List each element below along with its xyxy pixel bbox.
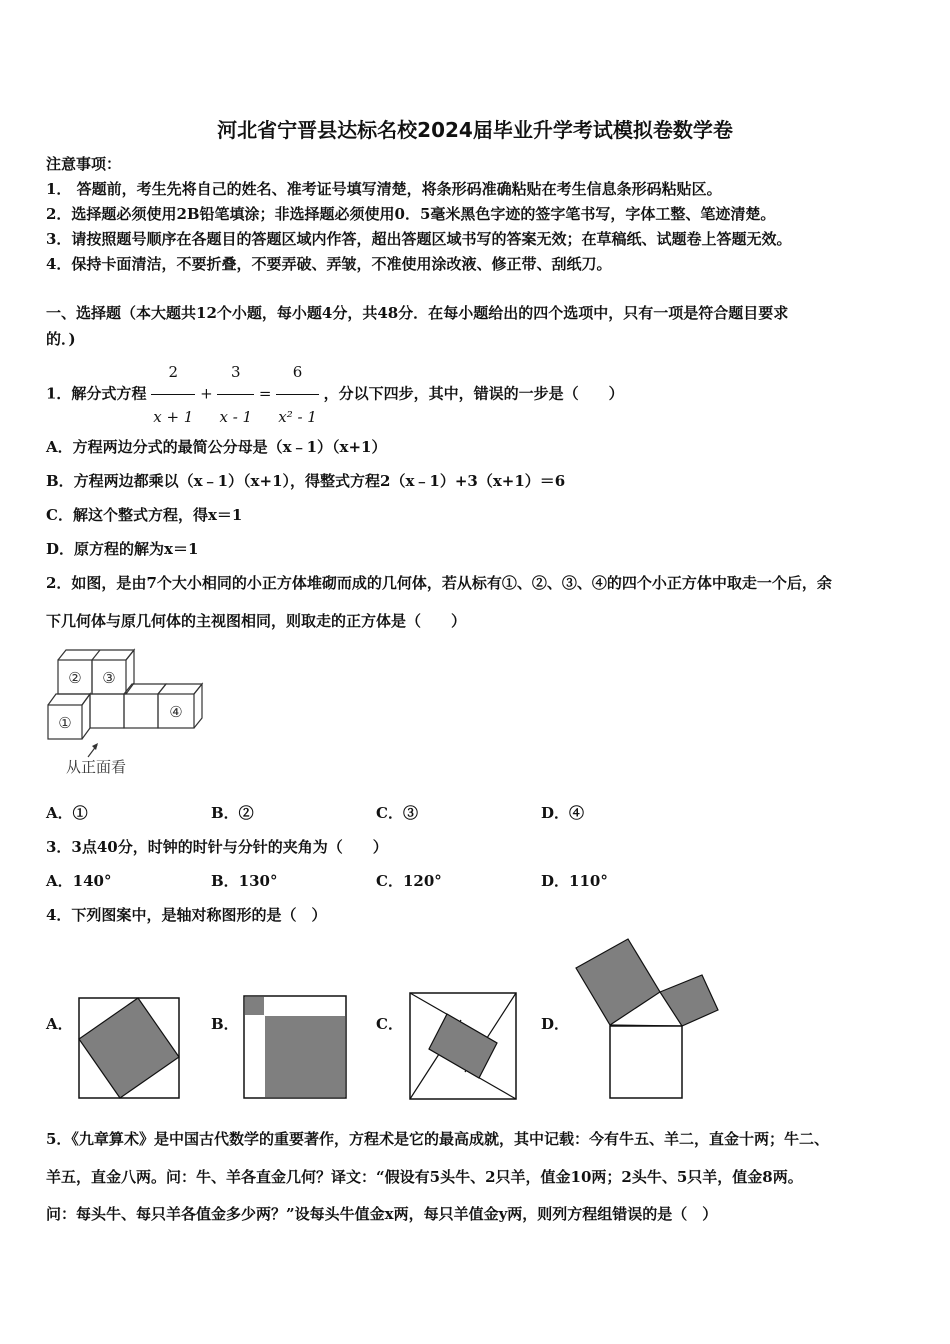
notice-item: 2．选择题必须使用2B铅笔填涂；非选择题必须使用0．5毫米黑色字迹的签字笔书写，字体工整、笔迹清楚。 <box>46 205 776 223</box>
question-5-line3: 问：每头牛、每只羊各值金多少两？”设每头牛值金x两，每只羊值金y两，则列方程组错误的是（ ） <box>46 1205 718 1223</box>
question-5-line1: 5．《九章算术》是中国古代数学的重要著作，方程术是它的最高成就，其中记载：今有牛五、羊二，直金十两；牛二、 <box>46 1130 829 1148</box>
equals-sign: = <box>258 384 272 403</box>
fraction-2 <box>217 350 254 439</box>
q1-suffix: ，分以下四步，其中，错误的一步是（ ） <box>323 384 624 403</box>
q3-option-c: C．120° <box>376 872 442 890</box>
q4-option-b: B． <box>211 1015 239 1033</box>
plus-sign: + <box>200 384 213 403</box>
section-heading: 一、选择题（本大题共12个小题，每小题4分，共48分．在每小题给出的四个选项中，只有一项是符合题目要求 <box>46 304 789 322</box>
q2-option-b: B．② <box>211 804 254 822</box>
q1-option-d: D．原方程的解为x＝1 <box>46 540 199 558</box>
page-title: 河北省宁晋县达标名校2024届毕业升学考试模拟卷数学卷 <box>217 118 733 142</box>
cube-label-2: ② <box>68 669 82 687</box>
q2-option-a: A．① <box>46 804 88 822</box>
q2-option-c: C．③ <box>376 804 418 822</box>
denominator: x² - 1 <box>276 394 319 439</box>
notice-item: 4．保持卡面清洁，不要折叠，不要弄破、弄皱，不准使用涂改液、修正带、刮纸刀。 <box>46 255 612 273</box>
pattern-a-figure <box>78 997 180 1099</box>
numerator: 2 <box>168 363 179 381</box>
q4-option-d: D． <box>541 1015 570 1033</box>
cube-label-1: ① <box>58 714 72 732</box>
pattern-c-figure <box>409 992 517 1100</box>
cube-stack-figure <box>40 645 215 780</box>
arrow-head-icon <box>92 743 98 750</box>
question-5-line2: 羊五，直金八两。问：牛、羊各直金几何？译文：“假设有5头牛、2只羊，值金10两；2头牛、5只羊，值金8两。 <box>46 1168 803 1186</box>
fraction-1 <box>151 350 195 439</box>
question-3-stem: 3．3点40分，时钟的时针与分针的夹角为（ ） <box>46 838 388 856</box>
question-2-line1: 2．如图，是由7个大小相同的小正方体堆砌而成的几何体，若从标有①、②、③、④的四个小正方体中取走一个后，余 <box>46 574 832 592</box>
section-heading-cont: 的．) <box>46 330 76 348</box>
denominator: x - 1 <box>217 394 254 439</box>
numerator: 6 <box>292 363 303 381</box>
q1-option-b: B．方程两边都乘以（x﹣1）（x+1），得整式方程2（x﹣1）+3（x+1）＝6 <box>46 472 566 490</box>
question-1-stem <box>46 350 624 439</box>
fraction-3 <box>276 350 319 439</box>
q3-option-d: D．110° <box>541 872 608 890</box>
question-4-stem: 4．下列图案中，是轴对称图形的是（ ） <box>46 906 327 924</box>
q4-option-a: A． <box>46 1015 73 1033</box>
q4-option-c: C． <box>376 1015 403 1033</box>
question-2-line2: 下几何体与原几何体的主视图相同，则取走的正方体是（ ） <box>46 612 467 630</box>
q2-option-d: D．④ <box>541 804 585 822</box>
numerator: 3 <box>231 363 241 381</box>
figure-caption: 从正面看 <box>66 758 127 776</box>
pattern-b-figure <box>243 995 347 1099</box>
pattern-d-figure <box>572 935 722 1101</box>
notice-item: 1． 答题前，考生先将自己的姓名、准考证号填写清楚，将条形码准确粘贴在考生信息条形码粘贴区。 <box>46 180 722 198</box>
notice-item: 3．请按照题号顺序在各题目的答题区域内作答，超出答题区域书写的答案无效；在草稿纸、试题卷上答题无效。 <box>46 230 792 248</box>
notice-heading: 注意事项： <box>46 155 122 173</box>
q3-option-b: B．130° <box>211 872 278 890</box>
denominator: x + 1 <box>151 394 195 439</box>
q1-option-a: A．方程两边分式的最简公分母是（x﹣1）（x+1） <box>46 438 387 456</box>
q1-prefix: 1．解分式方程 <box>46 384 147 403</box>
cube-label-4: ④ <box>169 703 183 721</box>
q3-option-a: A．140° <box>46 872 112 890</box>
cube-label-3: ③ <box>102 669 116 687</box>
q1-option-c: C．解这个整式方程，得x＝1 <box>46 506 243 524</box>
